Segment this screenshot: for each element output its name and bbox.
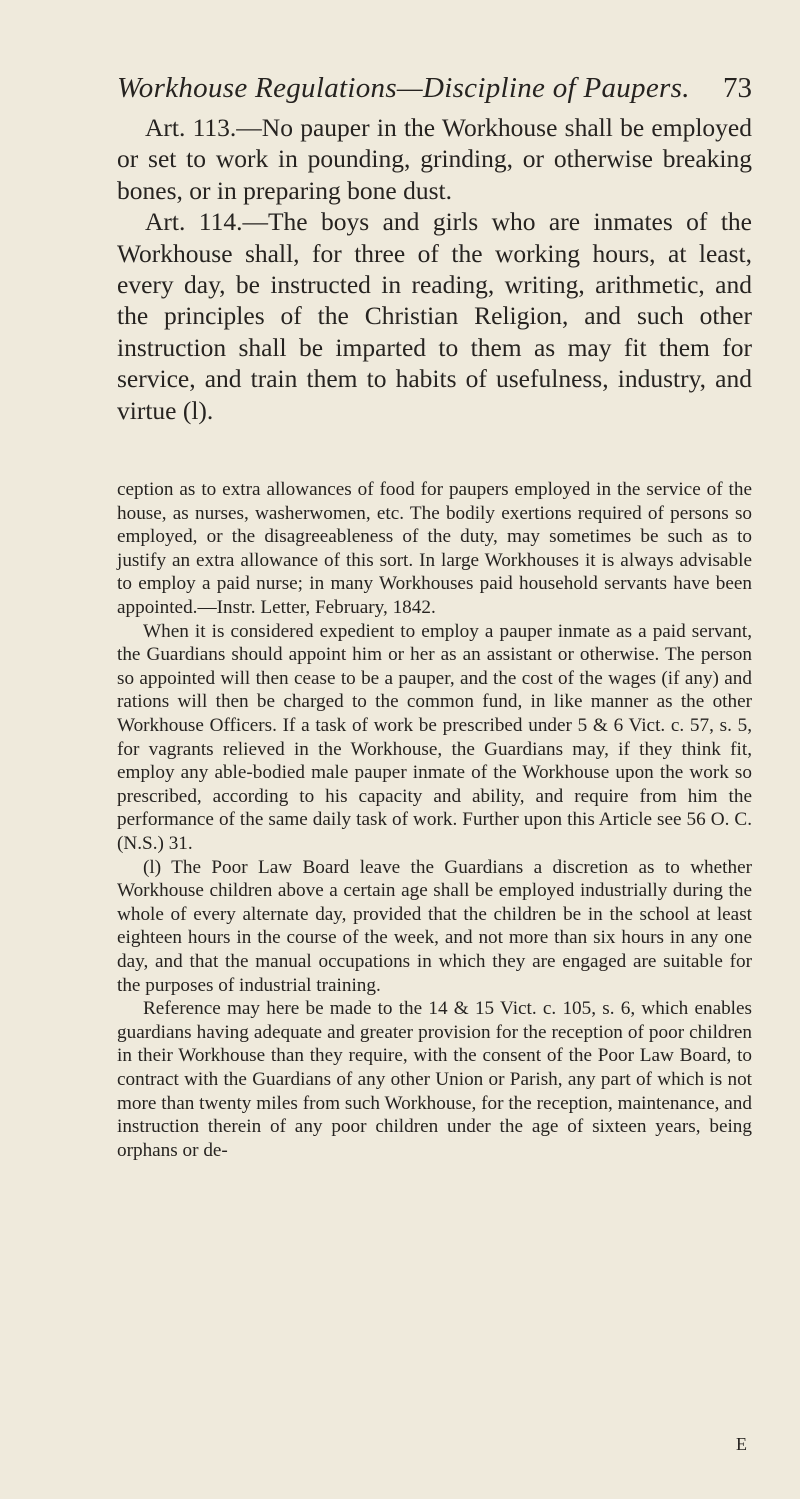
article-113: Art. 113.—No pauper in the Workhouse shall be employed or set to work in pounding, grinding, or otherwise breaking bones, or in preparing bone dust. [117,113,752,205]
footnote-paragraph: When it is considered expedient to employ a pauper inmate as a paid servant, the Guardians should appoint him or her as an assistant or otherwise. The person so appointed will then cease to be a pauper, and the cost of the wages (if any) and rations will then be charged to the common fund, in like manner as the other Workhouse Officers. If a task of work be prescribed under 5 & 6 Vict. c. 57, s. 5, for vagrants relieved in the Workhouse, the Guardians may, if they think fit, employ any able-bodied male pauper inmate of the Workhouse upon the work so prescribed, according to his capacity and ability, and require from him the performance of the same daily task of work. Further upon this Article see 56 O. C. (N.S.) 31. [117,620,752,854]
footnote-continuation: ception as to extra allowances of food for paupers employed in the service of the house, as nurses, washerwomen, etc. The bodily exertions required of persons so employed, or the disagreeableness of the duty, may sometimes be such as to justify an extra allowance of this sort. In large Workhouses it is always advisable to employ a paid nurse; in many Workhouses paid household servants have been appointed.—Instr. Letter, February, 1842. [117,479,752,619]
footnotes [117,478,752,1162]
running-head [117,52,752,102]
article-114: Art. 114.—The boys and girls who are inmates of the Workhouse shall, for three of the working hours, at least, every day, be instructed in reading, writing, arithmetic, and the principles of the Christian Religion, and such other instruction shall be imparted to them as may fit them for service, and train them to habits of usefulness, industry, and virtue (l). [117,207,752,425]
signature-mark: E [736,1434,747,1454]
footnote-paragraph: Reference may here be made to the 14 & 15 Vict. c. 105, s. 6, which enables guardians having adequate and greater provision for the reception of poor children in their Workhouse than they require, with the consent of the Poor Law Board, to contract with the Guardians of any other Union or Parish, any part of which is not more than twenty miles from such Workhouse, for the reception, maintenance, and instruction therein of any poor children under the age of sixteen years, being orphans or de- [117,998,752,1161]
page-number: 73 [723,72,752,104]
footnote-l: (l) The Poor Law Board leave the Guardians a discretion as to whether Workhouse children above a certain age shall be employed industrially during the whole of every alternate day, provided that the children be in the school at least eighteen hours in the course of the week, and not more than six hours in any one day, and that the manual occupations in which they are engaged are suitable for the purposes of industrial training. [117,856,752,996]
running-title: Workhouse Regulations—Discipline of Paupers. [117,72,690,104]
main-text [117,112,752,426]
